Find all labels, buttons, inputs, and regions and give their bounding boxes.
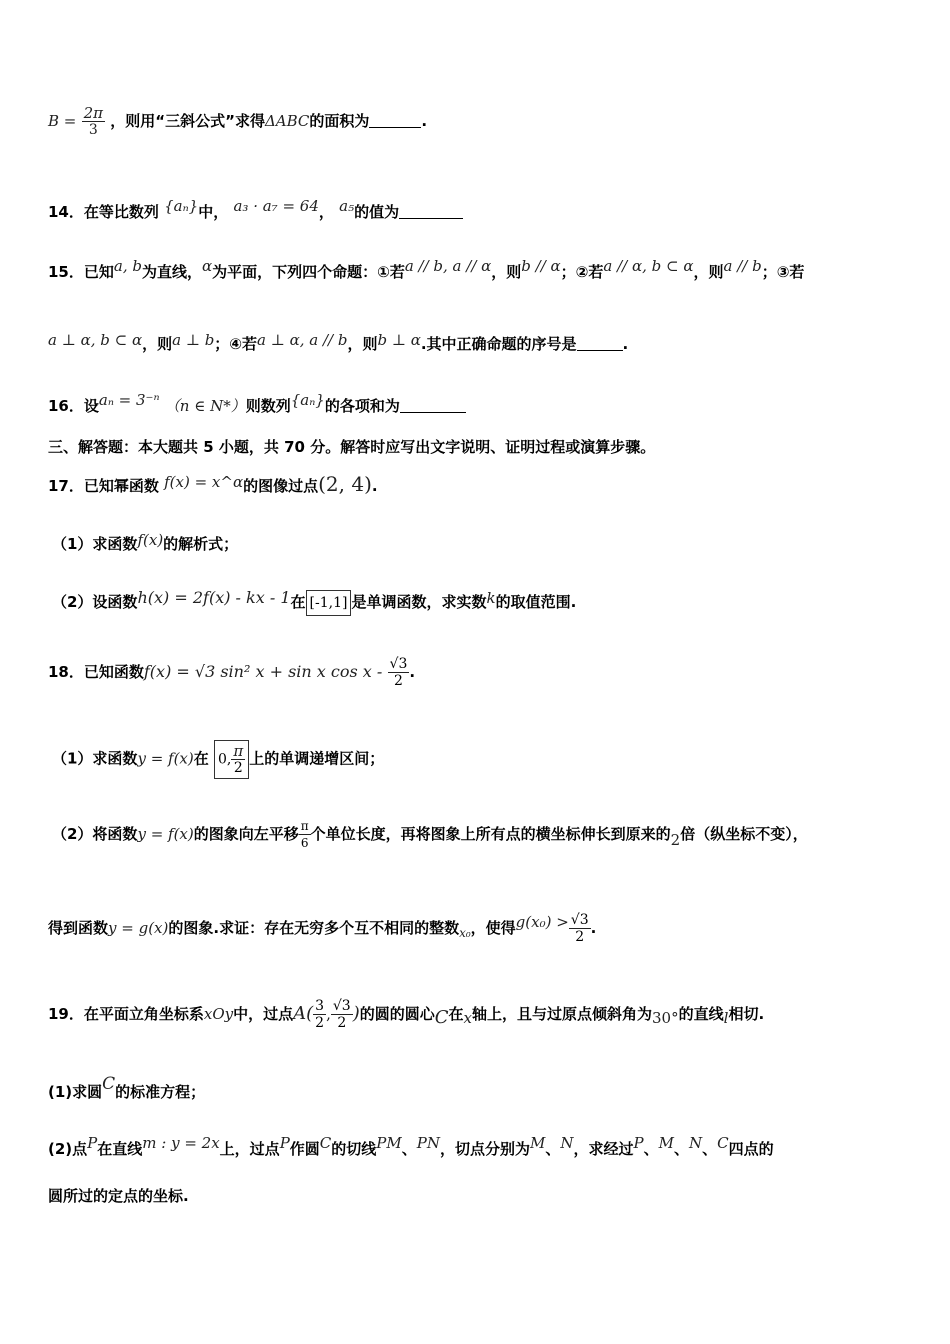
- q19-p2-j: 、: [643, 1140, 659, 1158]
- q18-p2-den: 6: [300, 836, 309, 850]
- q19-p2-C2: C: [717, 1134, 729, 1152]
- q18-p1-func: y = f(x): [137, 749, 194, 768]
- q19-p2-i: ，求经过: [573, 1140, 634, 1158]
- q19-an2: √3: [332, 998, 351, 1014]
- q17-point: (2, 4): [318, 472, 372, 496]
- q17-p2-c: 是单调函数，求实数: [351, 593, 487, 611]
- q15-t4: ；②若: [560, 263, 604, 281]
- q18-p1-inum: π: [233, 742, 244, 760]
- q18-p3-den: 2: [575, 929, 585, 945]
- q17-part1: [52, 530, 238, 554]
- q19-t5: 的直线: [678, 1005, 724, 1023]
- q18-p3-b: 的图象.求证：存在无穷多个互不相同的整数: [168, 919, 460, 937]
- q15-t7: ，则: [142, 335, 173, 353]
- q15-t9: ，则: [347, 335, 378, 353]
- q19-part2: [48, 1133, 774, 1159]
- q15-label: 15．已知: [48, 263, 114, 281]
- q19-C: C: [434, 1007, 449, 1028]
- q19-p2-P: P: [87, 1134, 98, 1152]
- q19-p2-l: 、: [702, 1140, 718, 1158]
- q18-p3-fraction: [569, 912, 591, 945]
- q19-p2-m2: 四点的: [728, 1140, 774, 1158]
- q14-mid: 中，: [198, 203, 229, 221]
- q19-p2-c: 上，过点: [219, 1140, 280, 1158]
- q16-seq: {aₙ}: [290, 391, 325, 409]
- q19-p2-g: ，切点分别为: [439, 1140, 530, 1158]
- q17-part2: [52, 588, 576, 616]
- q19-p2-k: 、: [673, 1140, 689, 1158]
- q15-c1: a // b, a // α: [404, 257, 492, 275]
- q15-t8: ；④若: [214, 335, 257, 353]
- q18-label: 18．已知函数: [48, 663, 144, 681]
- q14-line: [48, 196, 463, 222]
- q18-p1-c: 上的单调递增区间；: [249, 749, 385, 768]
- q19-p2-label: (2)点: [48, 1140, 88, 1158]
- q19-an1: 3: [315, 998, 325, 1014]
- q19-ad2: 2: [337, 1015, 347, 1031]
- q15-alpha: α: [201, 257, 213, 275]
- q19-p2-b: 在直线: [97, 1140, 143, 1158]
- q16-line: [48, 390, 466, 416]
- q15-c2: a // α, b ⊂ α: [603, 257, 694, 275]
- q14-label: 14．在等比数列: [48, 203, 159, 221]
- q19-p2-e: 的切线: [331, 1140, 377, 1158]
- q16-expr: aₙ = 3⁻ⁿ: [98, 391, 160, 409]
- q18-p1-iden: 2: [233, 760, 243, 776]
- q17-p2-b: 在: [290, 593, 306, 611]
- q15-t10: .其中正确命题的序号是: [420, 335, 577, 353]
- q19-frac1: [313, 998, 326, 1031]
- q15-blank: [577, 336, 623, 351]
- q17-line: [48, 472, 378, 496]
- q13-triangle: ΔABC: [264, 112, 310, 130]
- q18-p3-ineq: g(x₀) >: [515, 913, 569, 931]
- q18-p2-d: 倍（纵坐标不变），: [680, 825, 808, 843]
- q15-line-1: [48, 256, 804, 282]
- q19-ad1: 2: [315, 1015, 325, 1031]
- q17-p2-func: h(x) = 2f(x) - kx - 1: [137, 588, 291, 607]
- q17-p2-k: k: [486, 589, 496, 607]
- q19-t4: 轴上，且与过原点倾斜角为: [472, 1005, 653, 1023]
- q13-text: ，则用“三斜公式”求得: [110, 112, 265, 130]
- q19-p3: 圆所过的定点的坐标.: [48, 1187, 189, 1205]
- q15-end: .: [622, 335, 629, 353]
- q15-r1: b // α: [521, 257, 561, 275]
- q19-part1: [48, 1074, 205, 1102]
- q18-p1-label: （1）求函数: [52, 749, 138, 768]
- q18-p1-i0: 0,: [218, 751, 232, 768]
- q18-p1-interval: [214, 740, 249, 779]
- q16-t1: 则数列: [245, 397, 291, 415]
- q19-p2-m: m : y = 2x: [142, 1134, 220, 1152]
- q19-p2-P2: P: [279, 1134, 290, 1152]
- q19-x: x: [463, 1009, 472, 1027]
- q19-p1-C: C: [102, 1074, 116, 1094]
- q19-t3: 在: [448, 1005, 464, 1023]
- q15-t2: 为平面，下列四个命题：①若: [212, 263, 405, 281]
- q13-end: .: [421, 112, 428, 130]
- q19-p2-d: 作圆: [289, 1140, 320, 1158]
- q18-p2-two: 2: [670, 831, 681, 849]
- section-heading: 三、解答题：本大题共 5 小题，共 70 分。解答时应写出文字说明、证明过程或演算步骤。: [48, 438, 656, 456]
- q15-t5: ，则: [693, 263, 724, 281]
- q19-t1: 中，过点: [233, 1005, 294, 1023]
- q18-p1-fraction: [231, 743, 245, 776]
- q18-p2-b: 的图象向左平移: [193, 825, 299, 843]
- q19-p2-M: M: [530, 1134, 546, 1152]
- q19-p2-N2: N: [689, 1134, 703, 1152]
- q13-line: [48, 105, 427, 138]
- q14-seq: {aₙ}: [164, 197, 199, 215]
- q17-p2-label: （2）设函数: [52, 593, 138, 611]
- q19-xoy: xOy: [203, 1005, 234, 1023]
- q18-p2-label: （2）将函数: [52, 825, 138, 843]
- q14-cond: a₃ · a₇ = 64: [233, 197, 319, 215]
- q17-label: 17．已知幂函数: [48, 477, 159, 495]
- q19-part3: [48, 1186, 189, 1206]
- q19-line: 19．在平面立角坐标系xOy中，过点A( $\frac{3}{2}$ , $\frac{√3}{2}$ )的圆的圆心C在x轴上，且与过原点倾斜角为30°的直线l相切.: [48, 998, 765, 1031]
- q17-p1-func: f(x): [137, 531, 164, 549]
- q13-blank: [369, 113, 421, 128]
- q18-p3-x0: x₀: [459, 926, 471, 940]
- q18-p3-num: √3: [570, 912, 589, 928]
- q17-p1-label: （1）求函数: [52, 535, 138, 553]
- q19-p2-M2: M: [658, 1134, 674, 1152]
- q19-label: 19．在平面立角坐标系: [48, 1005, 204, 1023]
- q17-func: f(x) = x^α: [164, 473, 244, 491]
- q15-ab: a, b: [113, 257, 142, 275]
- q18-part3: [48, 912, 596, 945]
- q13-tail: 的面积为: [309, 112, 370, 130]
- q18-p3-end: .: [590, 919, 597, 937]
- q15-line-2: [48, 330, 628, 354]
- q18-line: [48, 656, 415, 689]
- q14-tail: 的值为: [354, 203, 400, 221]
- q13-num: 2π: [83, 104, 103, 122]
- q18-fden: 2: [394, 673, 403, 689]
- q17-p2-d: 的取值范围.: [495, 593, 577, 611]
- q19-t6: 相切.: [728, 1005, 765, 1023]
- q15-r4: b ⊥ α: [377, 331, 421, 349]
- q16-blank: [400, 398, 466, 413]
- q19-p1-b: 的标准方程；: [115, 1083, 206, 1101]
- q14-target: a₅: [339, 197, 355, 215]
- q15-c3: a ⊥ α, b ⊂ α: [48, 331, 143, 349]
- q18-part2: [52, 818, 808, 851]
- q18-p1-b: 在: [193, 749, 209, 768]
- q18-p2-func: y = f(x): [137, 825, 194, 843]
- q18-p3-c: ，使得: [470, 919, 516, 937]
- q15-t1: 为直线，: [141, 263, 202, 281]
- q19-deg: 30°: [652, 1009, 679, 1027]
- q19-A: A(: [293, 1003, 314, 1024]
- q19-Aend: ): [352, 1003, 360, 1024]
- q18-func: f(x) = √3 sin² x + sin x cos x -: [143, 662, 383, 681]
- q18-p3-label: 得到函数: [48, 919, 109, 937]
- q13-fraction: [82, 105, 105, 138]
- q19-p2-N: N: [560, 1134, 574, 1152]
- q18-fnum: √3: [389, 656, 408, 672]
- q19-p2-h: 、: [545, 1140, 561, 1158]
- q19-p2-C: C: [319, 1134, 332, 1152]
- q19-p2-f: 、: [401, 1140, 417, 1158]
- q13-den: 3: [88, 122, 98, 138]
- q19-t2: 的圆的圆心: [359, 1005, 435, 1023]
- q19-p2-PN: PN: [416, 1134, 440, 1152]
- q18-part1: [52, 740, 384, 779]
- q19-p1-label: (1)求圆: [48, 1083, 103, 1101]
- q19-p2-P3: P: [633, 1134, 644, 1152]
- q17-t1: 的图像过点: [243, 477, 319, 495]
- q15-t3: ，则: [491, 263, 522, 281]
- q19-l: l: [723, 1009, 729, 1027]
- q15-r3: a ⊥ b: [172, 331, 215, 349]
- q14-comma: ，: [318, 203, 334, 221]
- q16-t2: 的各项和为: [324, 397, 400, 415]
- q16-label: 16．设: [48, 397, 99, 415]
- q18-p2-c: 个单位长度，再将图象上所有点的横坐标伸长到原来的: [310, 825, 671, 843]
- q17-p1-tail: 的解析式；: [163, 535, 239, 553]
- q18-end: .: [409, 663, 416, 681]
- q15-c4: a ⊥ α, a // b: [257, 331, 348, 349]
- q14-blank: [399, 204, 463, 219]
- q16-cond: （n ∈ N*）: [164, 397, 246, 415]
- q18-p2-num: π: [300, 819, 309, 833]
- q13-lhs: B =: [48, 112, 77, 130]
- q19-p2-PM: PM: [376, 1134, 402, 1152]
- q18-p2-fraction: [299, 818, 311, 851]
- q18-fraction: [388, 656, 410, 689]
- q17-p2-interval: [-1,1]: [306, 590, 352, 616]
- q18-p3-func: y = g(x): [108, 919, 169, 937]
- q19-frac2: [331, 998, 353, 1031]
- q15-t6: ；③若: [761, 263, 805, 281]
- q15-r2: a // b: [723, 257, 762, 275]
- q17-end: .: [371, 477, 378, 495]
